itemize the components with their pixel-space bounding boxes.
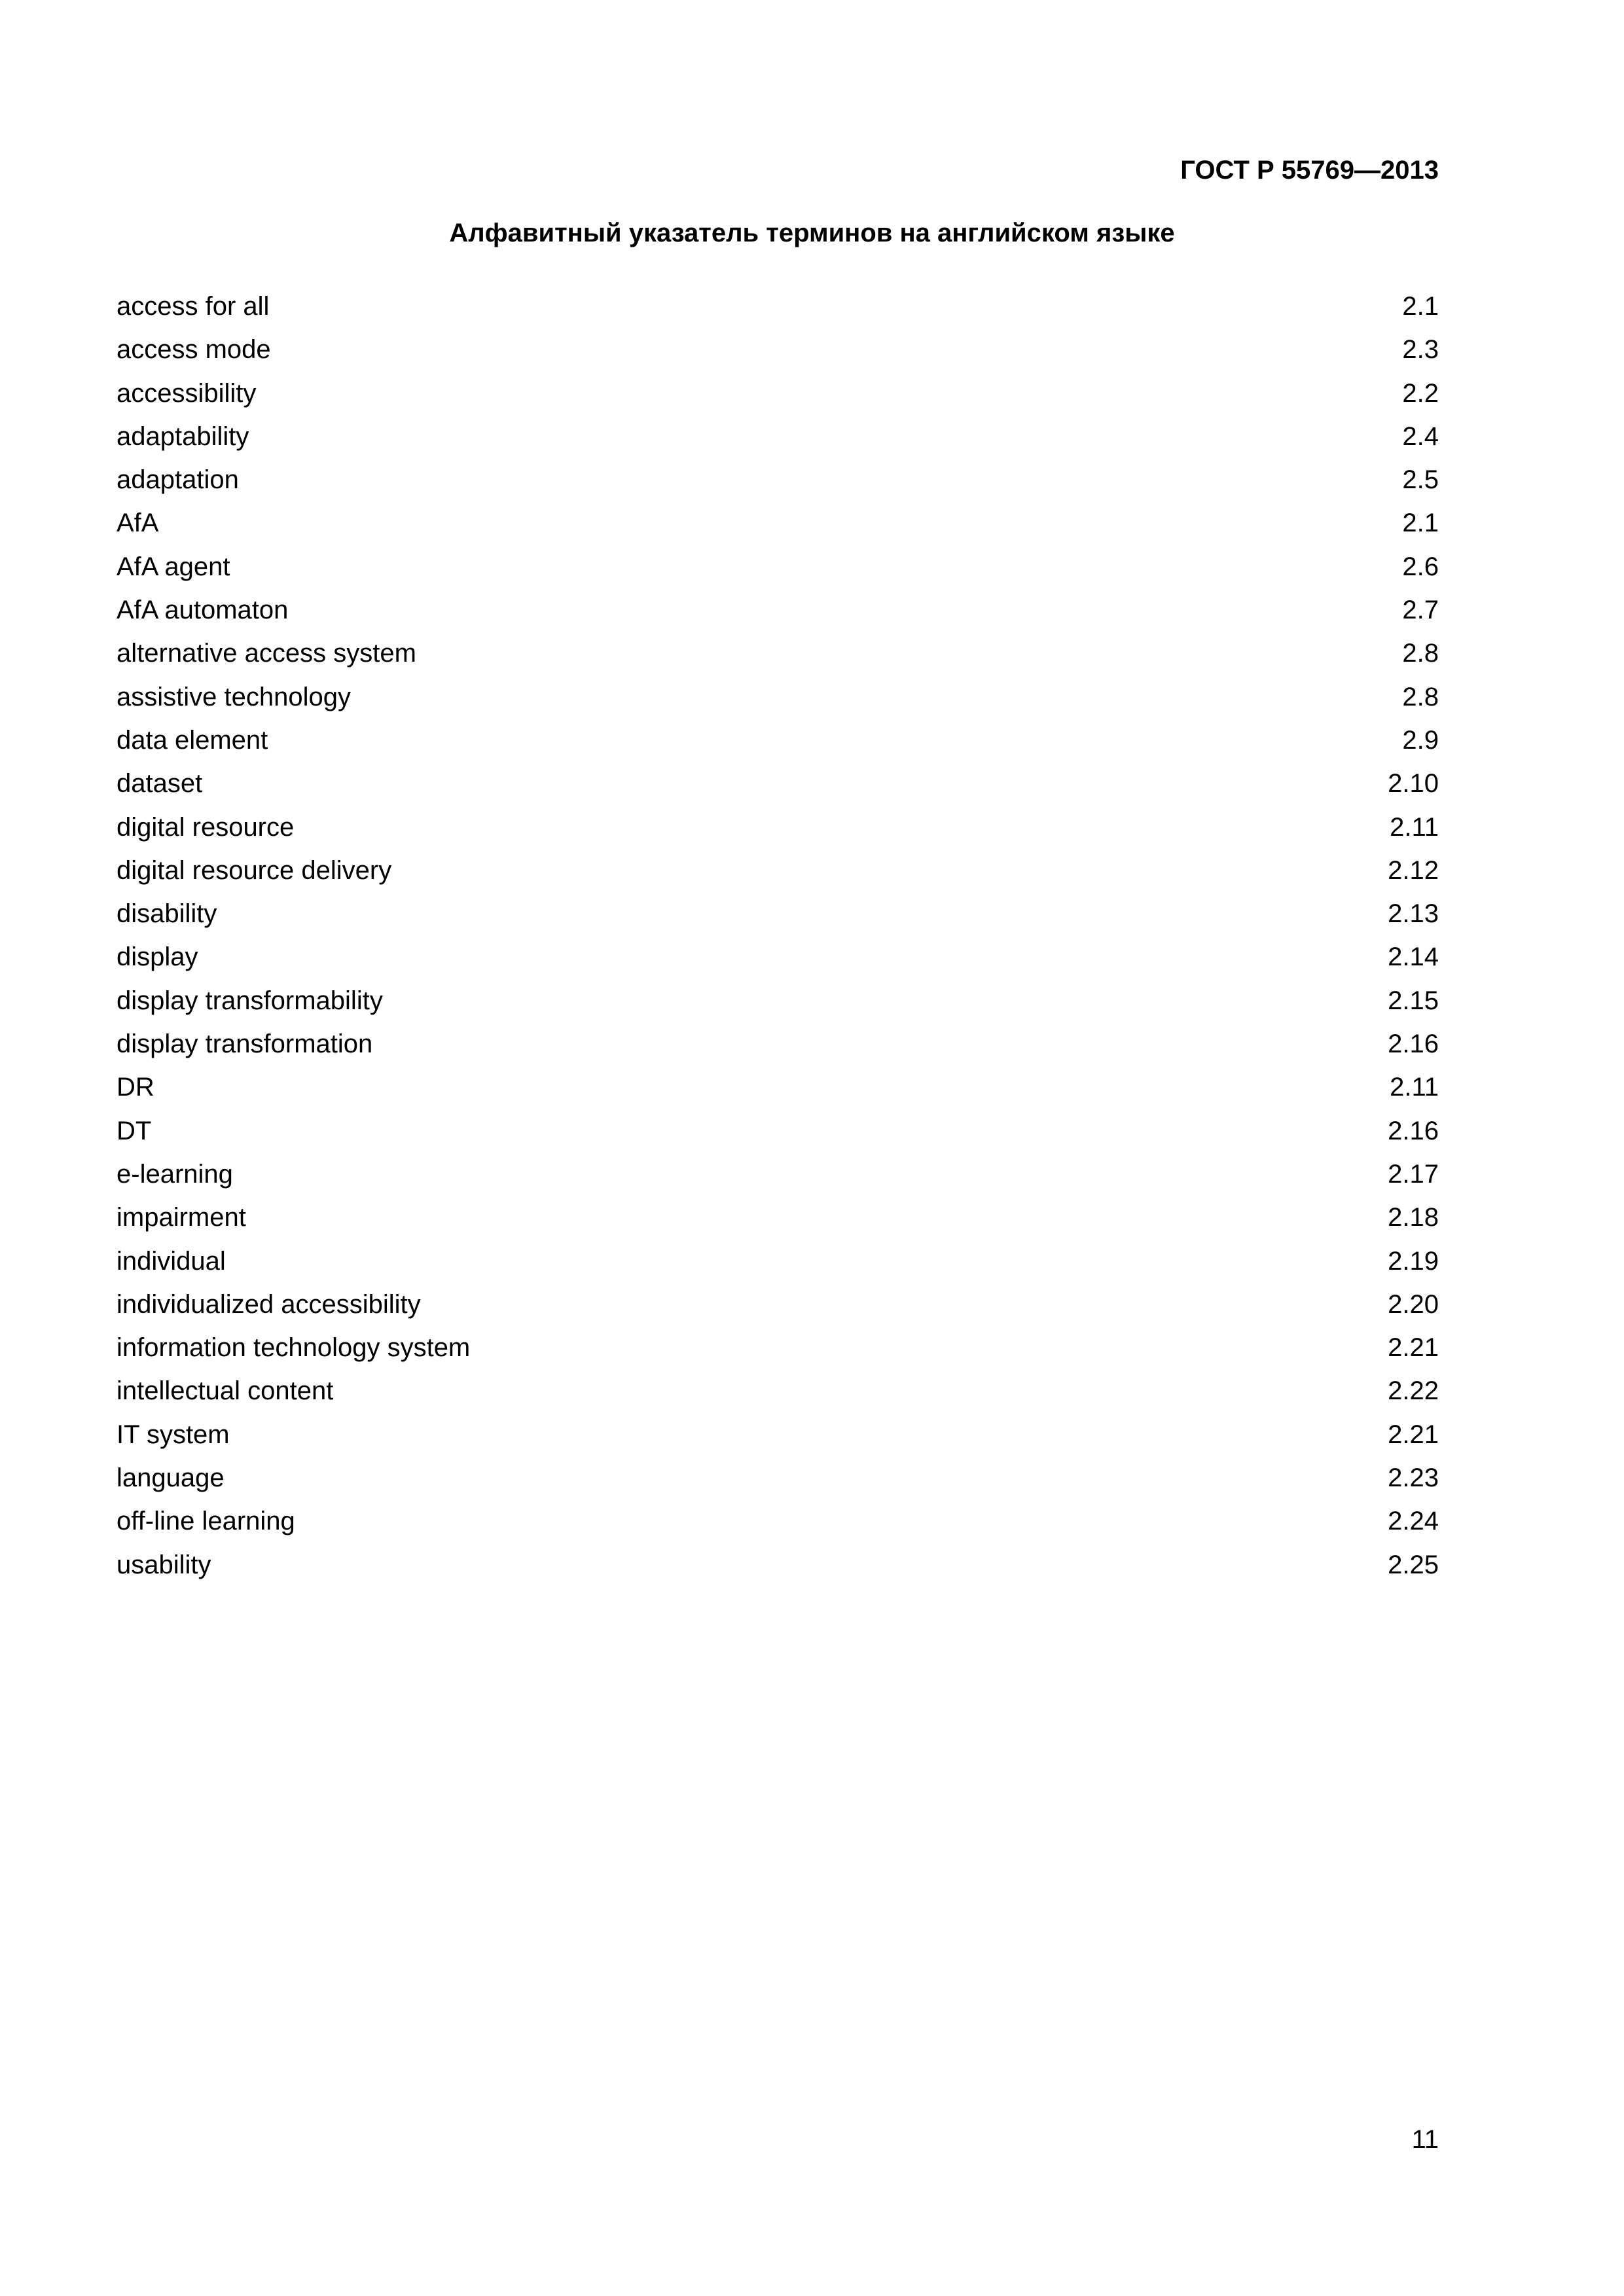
index-reference: 2.9 xyxy=(1402,725,1439,755)
index-reference: 2.16 xyxy=(1388,1116,1439,1145)
index-entry xyxy=(117,1071,1439,1115)
index-entry xyxy=(117,1332,1439,1375)
index-term: information technology system xyxy=(117,1333,471,1363)
index-entry xyxy=(117,855,1439,898)
index-entry xyxy=(117,594,1439,637)
index-entry xyxy=(117,1158,1439,1202)
index-reference: 2.1 xyxy=(1402,509,1439,538)
index-term: data element xyxy=(117,725,268,755)
index-term: adaptability xyxy=(117,422,249,451)
index-entry xyxy=(117,1419,1439,1462)
index-entry xyxy=(117,291,1439,334)
index-term: disability xyxy=(117,899,217,929)
index-reference: 2.8 xyxy=(1402,639,1439,668)
index-reference: 2.18 xyxy=(1388,1203,1439,1232)
index-term: AfA agent xyxy=(117,552,230,581)
index-reference: 2.4 xyxy=(1402,422,1439,451)
index-term: individualized accessibility xyxy=(117,1289,421,1319)
index-term: language xyxy=(117,1463,225,1493)
index-term: impairment xyxy=(117,1203,246,1232)
index-term: alternative access system xyxy=(117,639,416,668)
index-term: assistive technology xyxy=(117,682,351,711)
index-entry xyxy=(117,421,1439,464)
page-number: 11 xyxy=(1411,2125,1439,2154)
index-entry xyxy=(117,725,1439,768)
index-term: adaptation xyxy=(117,465,239,495)
index-reference: 2.3 xyxy=(1402,335,1439,365)
index-entry xyxy=(117,464,1439,507)
index-entry xyxy=(117,1505,1439,1549)
index-reference: 2.15 xyxy=(1388,986,1439,1015)
index-term: intellectual content xyxy=(117,1376,334,1406)
index-entry xyxy=(117,898,1439,941)
index-entry xyxy=(117,1462,1439,1505)
index-entry xyxy=(117,1028,1439,1071)
index-reference: 2.8 xyxy=(1402,682,1439,711)
index-reference: 2.14 xyxy=(1388,942,1439,972)
index-reference: 2.22 xyxy=(1388,1376,1439,1406)
index-term: e-learning xyxy=(117,1159,233,1189)
index-reference: 2.21 xyxy=(1388,1333,1439,1363)
index-term: AfA xyxy=(117,509,159,538)
index-reference: 2.1 xyxy=(1402,292,1439,321)
index-reference: 2.24 xyxy=(1388,1507,1439,1536)
index-term: display transformability xyxy=(117,986,383,1015)
index-reference: 2.2 xyxy=(1402,378,1439,408)
term-index-list xyxy=(117,291,1439,1592)
index-title: Алфавитный указатель терминов на английском языке xyxy=(449,219,1175,247)
index-term: AfA automaton xyxy=(117,596,289,625)
index-entry xyxy=(117,1289,1439,1332)
index-reference: 2.11 xyxy=(1390,1073,1439,1102)
index-entry xyxy=(117,985,1439,1028)
index-entry xyxy=(117,1202,1439,1245)
index-reference: 2.13 xyxy=(1388,899,1439,929)
index-reference: 2.19 xyxy=(1388,1246,1439,1276)
index-entry xyxy=(117,941,1439,984)
index-term: off-line learning xyxy=(117,1507,295,1536)
index-reference: 2.10 xyxy=(1388,769,1439,798)
index-reference: 2.7 xyxy=(1402,596,1439,625)
index-entry xyxy=(117,551,1439,594)
index-reference: 2.11 xyxy=(1390,812,1439,842)
index-term: digital resource xyxy=(117,812,295,842)
index-reference: 2.17 xyxy=(1388,1159,1439,1189)
index-term: access for all xyxy=(117,292,270,321)
index-term: DT xyxy=(117,1116,152,1145)
index-entry xyxy=(117,637,1439,681)
index-entry xyxy=(117,378,1439,421)
index-entry xyxy=(117,507,1439,550)
index-term: individual xyxy=(117,1246,226,1276)
index-term: digital resource delivery xyxy=(117,855,392,885)
index-entry xyxy=(117,681,1439,725)
index-term: accessibility xyxy=(117,378,257,408)
index-term: dataset xyxy=(117,769,203,798)
index-reference: 2.5 xyxy=(1402,465,1439,495)
index-entry xyxy=(117,1115,1439,1158)
index-term: display xyxy=(117,942,198,972)
index-reference: 2.12 xyxy=(1388,855,1439,885)
index-term: DR xyxy=(117,1073,154,1102)
index-entry xyxy=(117,1246,1439,1289)
index-term: usability xyxy=(117,1550,211,1579)
index-term: display transformation xyxy=(117,1030,373,1059)
index-reference: 2.21 xyxy=(1388,1420,1439,1449)
index-reference: 2.20 xyxy=(1388,1289,1439,1319)
index-reference: 2.16 xyxy=(1388,1030,1439,1059)
index-entry xyxy=(117,334,1439,377)
index-reference: 2.25 xyxy=(1388,1550,1439,1579)
index-entry xyxy=(117,1549,1439,1592)
index-reference: 2.23 xyxy=(1388,1463,1439,1493)
index-reference: 2.6 xyxy=(1402,552,1439,581)
index-entry xyxy=(117,812,1439,855)
index-term: access mode xyxy=(117,335,271,365)
index-entry xyxy=(117,768,1439,811)
index-term: IT system xyxy=(117,1420,230,1449)
document-code: ГОСТ Р 55769—2013 xyxy=(1180,156,1439,185)
index-entry xyxy=(117,1375,1439,1418)
